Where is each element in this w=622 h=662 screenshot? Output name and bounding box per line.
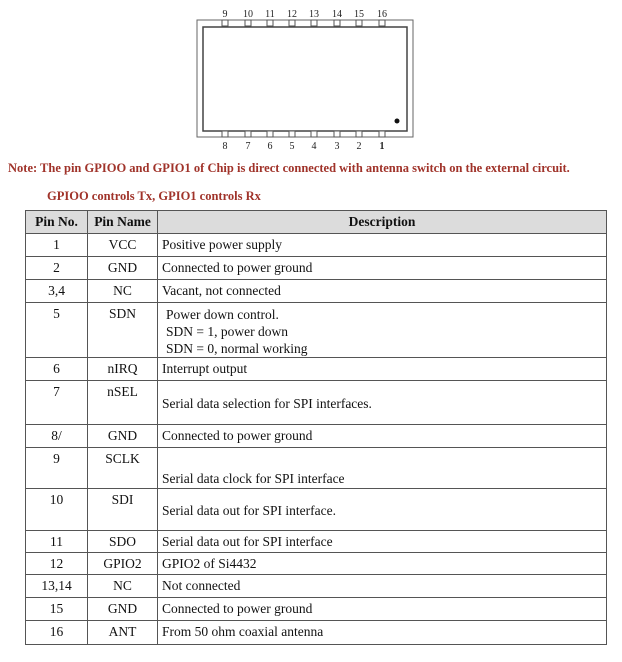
pin-5 — [289, 131, 295, 137]
pin-no-cell: 8/ — [26, 425, 88, 448]
description-cell: Not connected — [158, 575, 607, 598]
pin-name-cell: SDI — [88, 489, 158, 531]
pin-label-14: 14 — [332, 9, 342, 20]
pin-no-cell: 2 — [26, 257, 88, 280]
description-cell — [158, 303, 607, 358]
antenna-switch-note: Note: The pin GPIOO and GPIO1 of Chip is direct connected with antenna switch on the external circuit. — [8, 161, 570, 175]
pin-8 — [222, 131, 228, 137]
table-row — [26, 621, 607, 645]
pin-label-12: 12 — [287, 9, 297, 20]
pin-name-cell: SDN — [88, 303, 158, 358]
description-line: SDN = 1, power down — [166, 324, 288, 339]
gpio-control-note: GPIOO controls Tx, GPIO1 controls Rx — [47, 189, 261, 203]
pin-no-cell: 1 — [26, 234, 88, 257]
pin-label-6: 6 — [267, 141, 273, 152]
pin-name-cell: GND — [88, 257, 158, 280]
pin-no-cell: 5 — [26, 303, 88, 358]
pin-label-10: 10 — [243, 9, 253, 20]
table-row — [26, 489, 607, 531]
description-cell: Connected to power ground — [158, 257, 607, 280]
description-cell: Serial data selection for SPI interfaces. — [158, 381, 607, 425]
table-row — [26, 575, 607, 598]
description-cell: Connected to power ground — [158, 425, 607, 448]
pin-name-cell: ANT — [88, 621, 158, 645]
pin-15 — [356, 20, 362, 26]
pin-16 — [379, 20, 385, 26]
description-cell: Positive power supply — [158, 234, 607, 257]
header-description: Description — [158, 211, 607, 234]
pin-no-cell: 9 — [26, 448, 88, 489]
pin-3 — [334, 131, 340, 137]
pin-label-4: 4 — [311, 141, 317, 152]
pin-9 — [222, 20, 228, 26]
pin-name-cell: VCC — [88, 234, 158, 257]
bottom-pin-labels — [223, 141, 385, 152]
pin-label-16: 16 — [377, 9, 387, 20]
pin-name-cell: NC — [88, 280, 158, 303]
description-cell: Connected to power ground — [158, 598, 607, 621]
pin-4 — [311, 131, 317, 137]
pin-13 — [311, 20, 317, 26]
module-body — [203, 27, 407, 131]
pin-name-cell: NC — [88, 575, 158, 598]
pin-name-cell: nIRQ — [88, 358, 158, 381]
description-cell: Interrupt output — [158, 358, 607, 381]
pin-no-cell: 7 — [26, 381, 88, 425]
pin-no-cell: 15 — [26, 598, 88, 621]
pin-label-2: 2 — [356, 141, 362, 152]
description-cell: Serial data out for SPI interface — [158, 531, 607, 553]
description-cell: GPIO2 of Si4432 — [158, 553, 607, 575]
pin-label-13: 13 — [309, 9, 319, 20]
description-line: Power down control. — [166, 307, 279, 322]
description-cell: Serial data out for SPI interface. — [158, 489, 607, 531]
table-row — [26, 257, 607, 280]
table-row — [26, 280, 607, 303]
pin-no-cell: 11 — [26, 531, 88, 553]
pin-label-5: 5 — [289, 141, 295, 152]
pin-12 — [289, 20, 295, 26]
pin-no-cell: 3,4 — [26, 280, 88, 303]
table-row — [26, 234, 607, 257]
pin1-marker-dot — [395, 119, 400, 124]
pin-no-cell: 10 — [26, 489, 88, 531]
table-header-row — [26, 211, 607, 234]
table-row — [26, 531, 607, 553]
pin-label-1: 1 — [379, 141, 385, 152]
chip-pinout-diagram — [0, 0, 622, 160]
table-row — [26, 448, 607, 489]
pin-label-3: 3 — [334, 141, 340, 152]
pin-name-cell: nSEL — [88, 381, 158, 425]
pin-label-9: 9 — [222, 9, 228, 20]
pin-no-cell: 16 — [26, 621, 88, 645]
table-row — [26, 598, 607, 621]
pin-no-cell: 13,14 — [26, 575, 88, 598]
table-row — [26, 303, 607, 358]
table-row — [26, 425, 607, 448]
header-pin-name: Pin Name — [88, 211, 158, 234]
top-pin-labels — [223, 9, 388, 20]
table-row — [26, 553, 607, 575]
table-row — [26, 358, 607, 381]
pin-1 — [379, 131, 385, 137]
description-cell: From 50 ohm coaxial antenna — [158, 621, 607, 645]
table-row — [26, 381, 607, 425]
description-line: SDN = 0, normal working — [166, 341, 308, 356]
pin-description-table — [25, 210, 607, 645]
pin-no-cell: 6 — [26, 358, 88, 381]
pin-11 — [267, 20, 273, 26]
pin-name-cell: GND — [88, 598, 158, 621]
description-cell: Serial data clock for SPI interface — [158, 448, 607, 489]
pin-label-8: 8 — [222, 141, 228, 152]
pin-name-cell: SCLK — [88, 448, 158, 489]
pin-label-15: 15 — [354, 9, 364, 20]
pin-name-cell: SDO — [88, 531, 158, 553]
pin-2 — [356, 131, 362, 137]
pin-14 — [334, 20, 340, 26]
description-cell: Vacant, not connected — [158, 280, 607, 303]
header-pin-no: Pin No. — [26, 211, 88, 234]
pin-10 — [245, 20, 251, 26]
pin-name-cell: GND — [88, 425, 158, 448]
pin-label-7: 7 — [245, 141, 251, 152]
pin-no-cell: 12 — [26, 553, 88, 575]
pin-7 — [245, 131, 251, 137]
pin-name-cell: GPIO2 — [88, 553, 158, 575]
pin-label-11: 11 — [265, 9, 275, 20]
pin-6 — [267, 131, 273, 137]
